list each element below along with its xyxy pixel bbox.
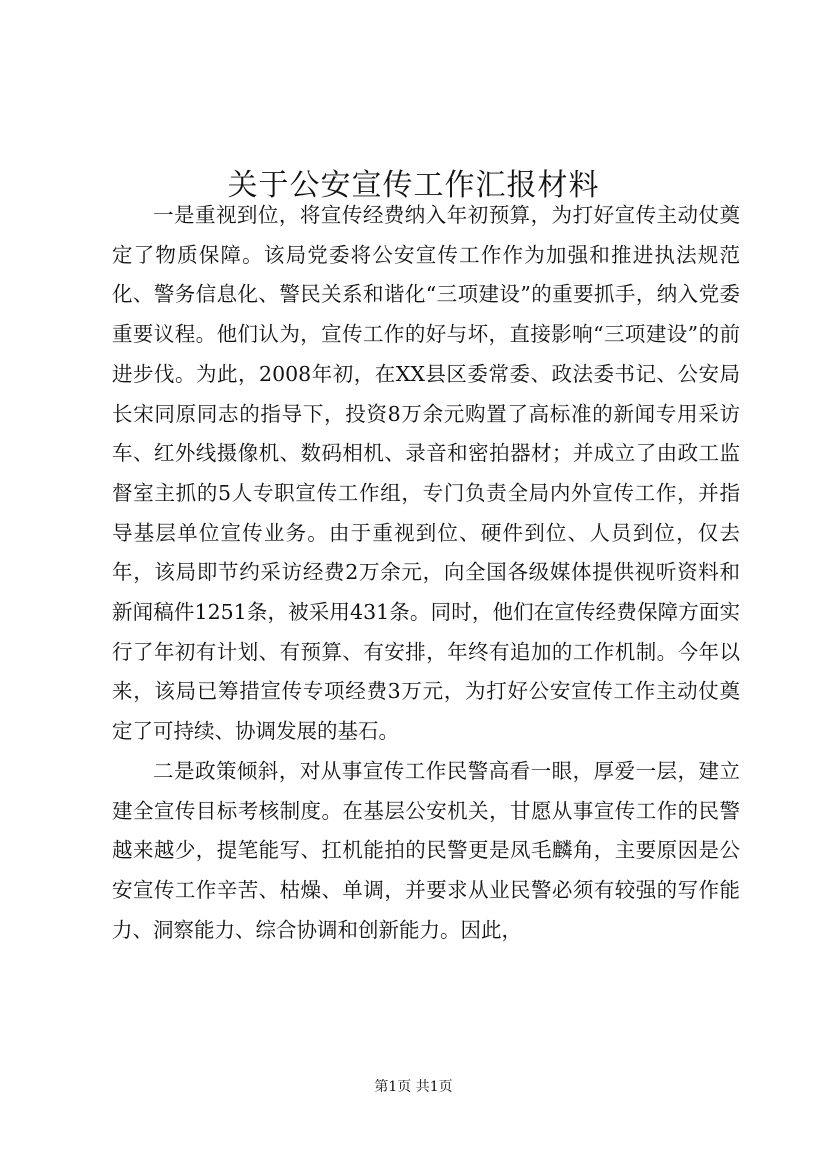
page-footer: 第1页 共1页 (374, 1079, 453, 1095)
document-body (112, 196, 740, 950)
paragraph-2: 二是政策倾斜，对从事宣传工作民警高看一眼，厚爱一层，建立建全宣传目标考核制度。在基层公安机关，甘愿从事宣传工作的民警越来越少，提笔能写、扛机能拍的民警更是凤毛麟角，主要原因是公安宣传工作辛苦、枯燥、单调，并要求从业民警必须有较强的写作能力、洞察能力、综合协调和创新能力。因此， (112, 758, 740, 942)
document-title: 关于公安宣传工作汇报材料 (227, 168, 600, 204)
paragraph-1: 一是重视到位，将宣传经费纳入年初预算，为打好宣传主动仗奠定了物质保障。该局党委将公安宣传工作作为加强和推进执法规范化、警务信息化、警民关系和谐化“三项建设”的重要抓手，纳入党委重要议程。他们认为，宣传工作的好与坏，直接影响“三项建设”的前进步伐。为此，2008年初，在XX县区委常委、政法委书记、公安局长宋同原同志的指导下，投资8万余元购置了高标准的新闻专用采访车、红外线摄像机、数码相机、录音和密拍器材；并成立了由政工监督室主抓的5人专职宣传工作组，专门负责全局内外宣传工作，并指导基层单位宣传业务。由于重视到位、硬件到位、人员到位，仅去年，该局即节约采访经费2万余元，向全国各级媒体提供视听资料和新闻稿件1251条，被采用431条。同时，他们在宣传经费保障方面实行了年初有计划、有预算、有安排，年终有追加的工作机制。今年以来，该局已筹措宣传专项经费3万元，为打好公安宣传工作主动仗奠定了可持续、协调发展的基石。 (112, 203, 740, 744)
